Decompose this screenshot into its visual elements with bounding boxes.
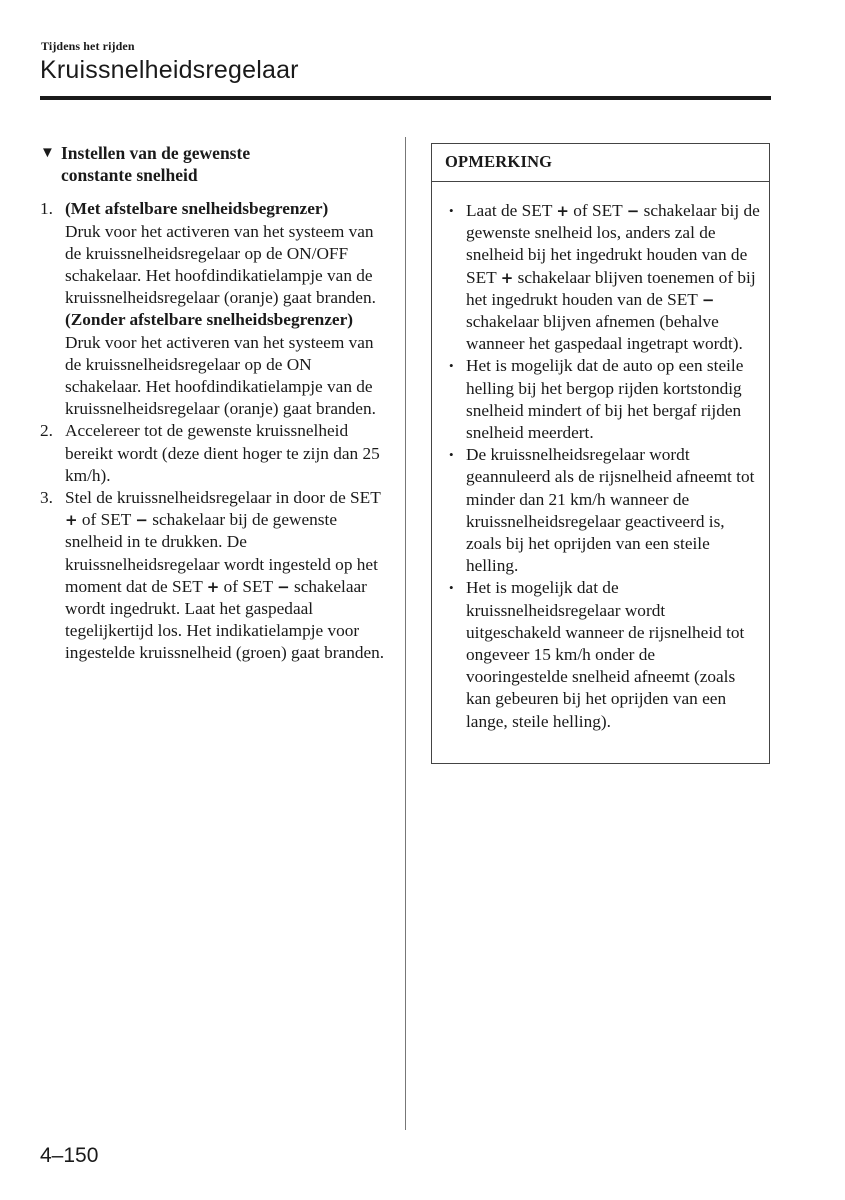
- step-2: [40, 420, 385, 487]
- section-label: Tijdens het rijden: [41, 39, 135, 53]
- note-box: [431, 143, 770, 764]
- instructions-column: [40, 142, 385, 665]
- bullet-icon: •: [449, 580, 454, 596]
- step-variant-title: (Zonder afstelbare snelheidsbegrenzer): [65, 310, 353, 330]
- note-item: [449, 355, 761, 444]
- minus-icon: −: [626, 202, 640, 220]
- step-text: Accelereer tot de gewenste kruissnelheid bereikt wordt (deze dient hoger te zijn dan 25 km/h).: [65, 421, 380, 485]
- note-item: [449, 444, 761, 577]
- plus-icon: +: [65, 511, 78, 530]
- step-text-part: schakelaar bij de gewenste snelheid in te drukken. De kruissnelheidsregelaar wordt ingesteld op het moment dat de SET: [65, 510, 378, 596]
- minus-icon: −: [277, 577, 290, 596]
- plus-icon: +: [556, 202, 569, 220]
- step-number: 1.: [40, 199, 53, 219]
- step-1: [40, 198, 385, 420]
- note-item-text: [466, 200, 761, 355]
- subheading-line-1: Instellen van de gewenste: [61, 143, 251, 163]
- step-3: [40, 487, 385, 665]
- note-text-part: schakelaar blijven toenemen of bij het ingedrukt houden van de SET: [466, 267, 756, 309]
- step-variant-text: Druk voor het activeren van het systeem van de kruissnelheidsregelaar op de ON/OFF schakelaar. Het hoofdindikatielampje van de kruissnelheidsregelaar (oranje) gaat branden.: [65, 221, 376, 308]
- triangle-marker-icon: ▼: [40, 145, 55, 161]
- subheading-line-2: constante snelheid: [61, 165, 198, 186]
- page-number: 4–150: [40, 1144, 99, 1167]
- minus-icon: −: [701, 290, 715, 309]
- note-item-text: De kruissnelheidsregelaar wordt geannuleerd als de rijsnelheid afneemt tot minder dan 21 km/h wanneer de kruissnelheidsregelaar geactiveerd is, zoals bij het oprijden van een steile helling.: [466, 445, 755, 576]
- step-number: 2.: [40, 421, 53, 441]
- note-list: [432, 182, 769, 733]
- step-text-part: of SET: [219, 576, 278, 596]
- steps-list: [40, 198, 385, 664]
- step-number: 3.: [40, 488, 53, 508]
- note-item: [449, 577, 761, 732]
- bullet-icon: •: [449, 447, 454, 463]
- step-text: [65, 487, 385, 665]
- step-variant-title: (Met afstelbare snelheidsbegrenzer): [65, 199, 329, 219]
- step-body: [65, 198, 385, 420]
- plus-icon: +: [500, 268, 514, 287]
- title-rule: [40, 96, 771, 100]
- minus-icon: −: [135, 511, 148, 530]
- step-text-part: of SET: [77, 510, 136, 530]
- note-text-part: Laat de SET: [466, 201, 557, 220]
- note-item: [449, 200, 761, 355]
- note-text-part: of SET: [568, 201, 627, 220]
- subheading: [40, 142, 385, 186]
- note-text-part: schakelaar blijven afnemen (behalve wanneer het gaspedaal ingetrapt wordt).: [466, 312, 743, 354]
- step-variant-text: Druk voor het activeren van het systeem van de kruissnelheidsregelaar op de ON schakelaar. Het hoofdindikatielampje van de kruissnelheidsregelaar (oranje) gaat branden.: [65, 332, 376, 419]
- subheading-text: [61, 142, 250, 186]
- step-text-part: Stel de kruissnelheidsregelaar in door de SET: [65, 488, 381, 508]
- note-text-part: schakelaar bij de gewenste snelheid los, anders zal de snelheid bij het ingedrukt houden van de SET: [466, 201, 760, 287]
- page-title: Kruissnelheidsregelaar: [40, 56, 299, 84]
- plus-icon: +: [206, 577, 220, 596]
- step-text-part: schakelaar wordt ingedrukt. Laat het gaspedaal tegelijkertijd los. Het indikatielampje voor ingestelde kruissnelheid (groen) gaat branden.: [65, 576, 385, 663]
- bullet-icon: •: [449, 358, 454, 374]
- note-header: OPMERKING: [432, 144, 769, 182]
- bullet-icon: •: [449, 203, 454, 218]
- column-divider: [405, 137, 406, 1130]
- note-item-text: Het is mogelijk dat de auto op een steile helling bij het bergop rijden kortstondig snelheid mindert of bij het bergaf rijden snelheid meerdert.: [466, 356, 744, 443]
- note-item-text: Het is mogelijk dat de kruissnelheidsregelaar wordt uitgeschakeld wanneer de rijsnelheid tot ongeveer 15 km/h onder de vooringestelde snelheid afneemt (zoals kan gebeuren bij het oprijden van een lange, steile helling).: [466, 578, 745, 731]
